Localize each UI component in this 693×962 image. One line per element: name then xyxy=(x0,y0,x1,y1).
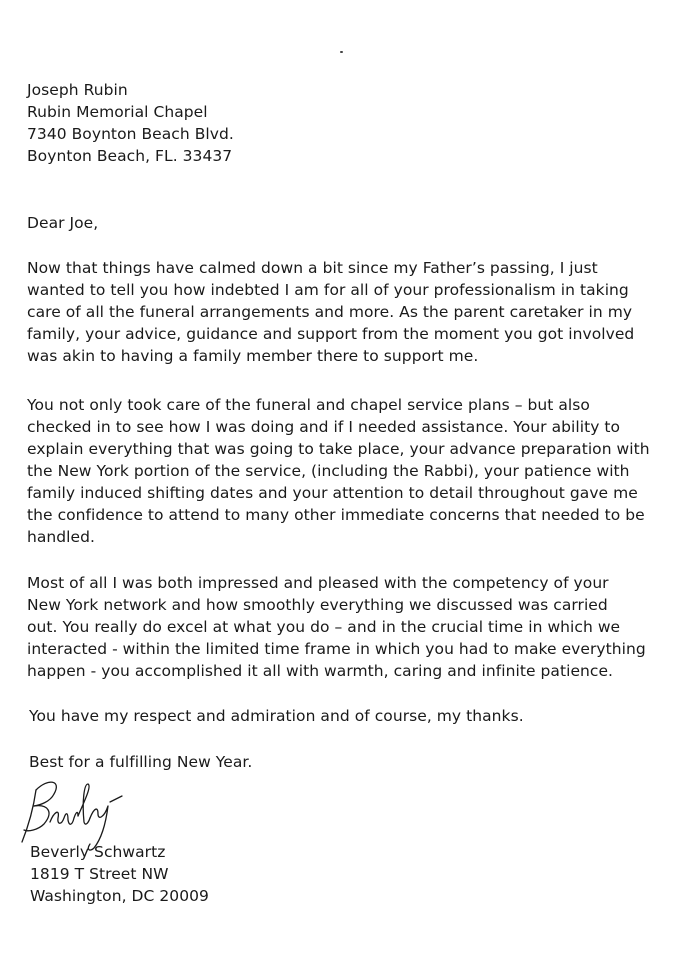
paragraph-line: family induced shifting dates and your attention to detail throughout gave me xyxy=(27,484,638,502)
paragraph-line: out. You really do excel at what you do – and in the crucial time in which we xyxy=(27,618,621,636)
paragraph-line: Now that things have calmed down a bit since my Father’s passing, I just xyxy=(27,259,598,277)
paragraph-4 xyxy=(29,705,669,727)
scan-speck xyxy=(340,51,343,53)
paragraph-line: handled. xyxy=(27,528,95,546)
paragraph-2 xyxy=(27,394,667,548)
recipient-name: Joseph Rubin xyxy=(27,81,128,99)
sender-street: 1819 T Street NW xyxy=(30,865,169,883)
paragraph-line: wanted to tell you how indebted I am for all of your professionalism in taking xyxy=(27,281,629,299)
sender-block xyxy=(30,841,670,907)
paragraph-line: Most of all I was both impressed and pleased with the competency of your xyxy=(27,574,609,592)
paragraph-line: You have my respect and admiration and of course, my thanks. xyxy=(29,707,524,725)
paragraph-line: You not only took care of the funeral and chapel service plans – but also xyxy=(27,396,590,414)
paragraph-line: New York network and how smoothly everything we discussed was carried xyxy=(27,596,608,614)
closing-line: Best for a fulfilling New Year. xyxy=(29,753,253,771)
sender-city: Washington, DC 20009 xyxy=(30,887,209,905)
paragraph-1 xyxy=(27,257,667,367)
sender-name: Beverly Schwartz xyxy=(30,843,166,861)
recipient-address xyxy=(27,79,667,167)
signature-text: Beverly xyxy=(14,772,18,773)
paragraph-line: interacted - within the limited time frame in which you had to make everything xyxy=(27,640,646,658)
handwritten-signature xyxy=(14,772,174,852)
salutation: Dear Joe, xyxy=(27,214,99,232)
paragraph-line: the confidence to attend to many other immediate concerns that needed to be xyxy=(27,506,645,524)
paragraph-line: checked in to see how I was doing and if I needed assistance. Your ability to xyxy=(27,418,621,436)
paragraph-line: was akin to having a family member there to support me. xyxy=(27,347,479,365)
recipient-street: 7340 Boynton Beach Blvd. xyxy=(27,125,234,143)
paragraph-line: family, your advice, guidance and support from the moment you got involved xyxy=(27,325,635,343)
recipient-city: Boynton Beach, FL. 33437 xyxy=(27,147,233,165)
paragraph-line: explain everything that was going to take place, your advance preparation with xyxy=(27,440,650,458)
recipient-company: Rubin Memorial Chapel xyxy=(27,103,208,121)
paragraph-3 xyxy=(27,572,667,682)
paragraph-line: happen - you accomplished it all with warmth, caring and infinite patience. xyxy=(27,662,614,680)
paragraph-line: care of all the funeral arrangements and more. As the parent caretaker in my xyxy=(27,303,633,321)
paragraph-line: the New York portion of the service, (including the Rabbi), your patience with xyxy=(27,462,630,480)
